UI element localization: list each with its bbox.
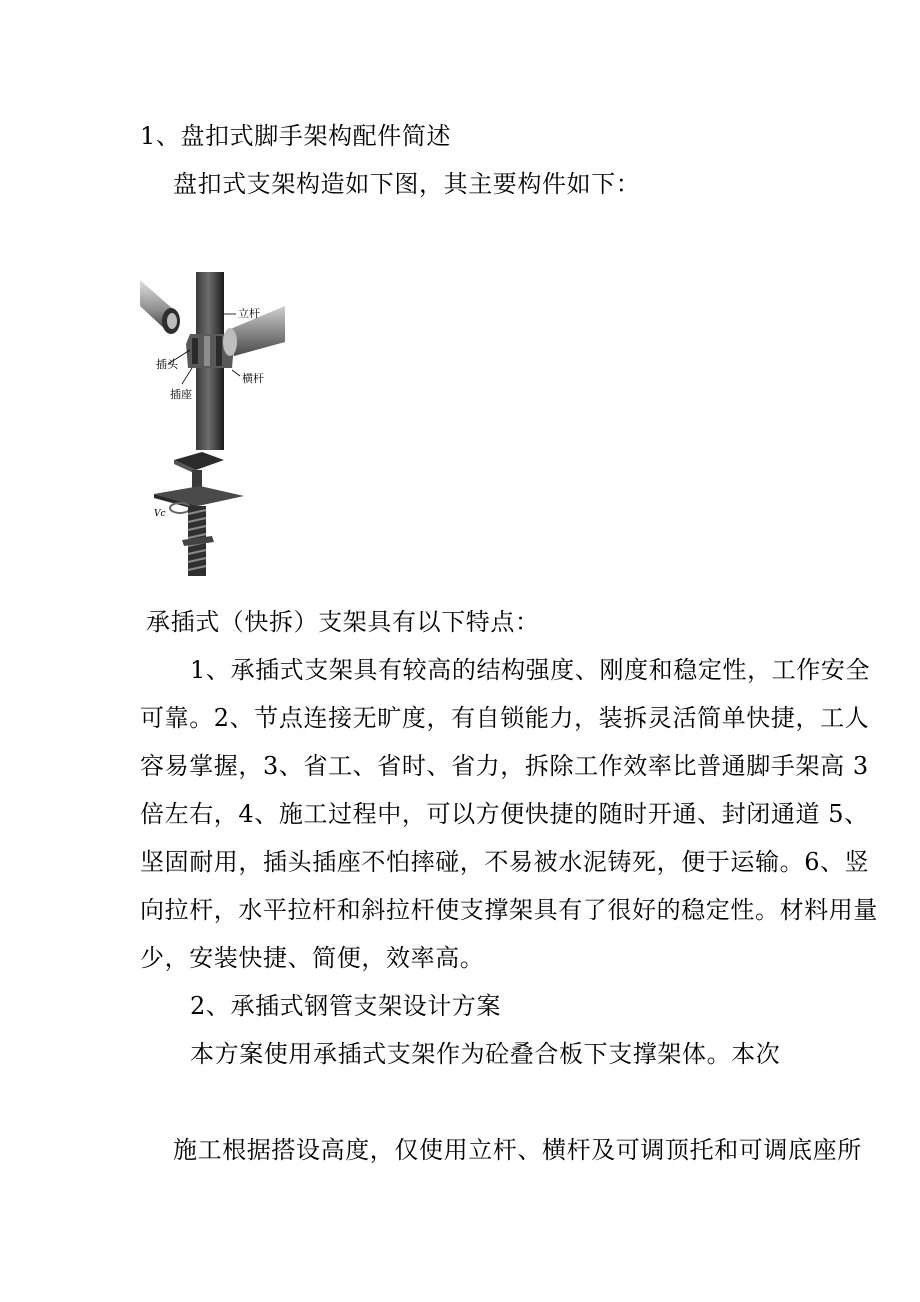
intro-paragraph: 盘扣式支架构造如下图，其主要构件如下： <box>173 170 641 198</box>
design-paragraph: 本方案使用承插式支架作为砼叠合板下支撑架体。本次 <box>190 1040 781 1068</box>
label-vc: Vc <box>154 509 166 519</box>
ringlock-joint-figure <box>140 272 285 450</box>
label-crossbar: 横杆 <box>242 372 264 385</box>
construction-paragraph: 施工根据搭设高度，仅使用立杆、横杆及可调顶托和可调底座所 <box>173 1136 862 1164</box>
features-line: 坚固耐用，插头插座不怕摔碰，不易被水泥铸死，便于运输。6、竖 <box>140 848 870 876</box>
features-title: 承插式（快拆）支架具有以下特点： <box>146 608 540 636</box>
label-socket: 插座 <box>170 388 192 401</box>
features-line: 倍左右，4、施工过程中，可以方便快捷的随时开通、封闭通道 5、 <box>140 800 869 828</box>
features-line: 少，安装快捷、简便，效率高。 <box>140 944 485 972</box>
heading-section-2: 2、承插式钢管支架设计方案 <box>190 992 502 1020</box>
features-line: 向拉杆，水平拉杆和斜拉杆使支撑架具有了很好的稳定性。材料用量 <box>140 896 878 924</box>
features-line: 容易掌握，3、省工、省时、省力，拆除工作效率比普通脚手架高 3 <box>140 752 869 780</box>
label-plug: 插头 <box>156 358 178 371</box>
label-upright: 立杆 <box>238 307 260 320</box>
features-line: 可靠。2、节点连接无旷度，有自锁能力，装拆灵活简单快捷，工人 <box>140 704 870 732</box>
heading-section-1: 1、盘扣式脚手架构配件简述 <box>140 122 452 150</box>
adjustable-base-figure <box>140 450 252 580</box>
features-line: 1、承插式支架具有较高的结构强度、刚度和稳定性，工作安全 <box>190 656 871 684</box>
